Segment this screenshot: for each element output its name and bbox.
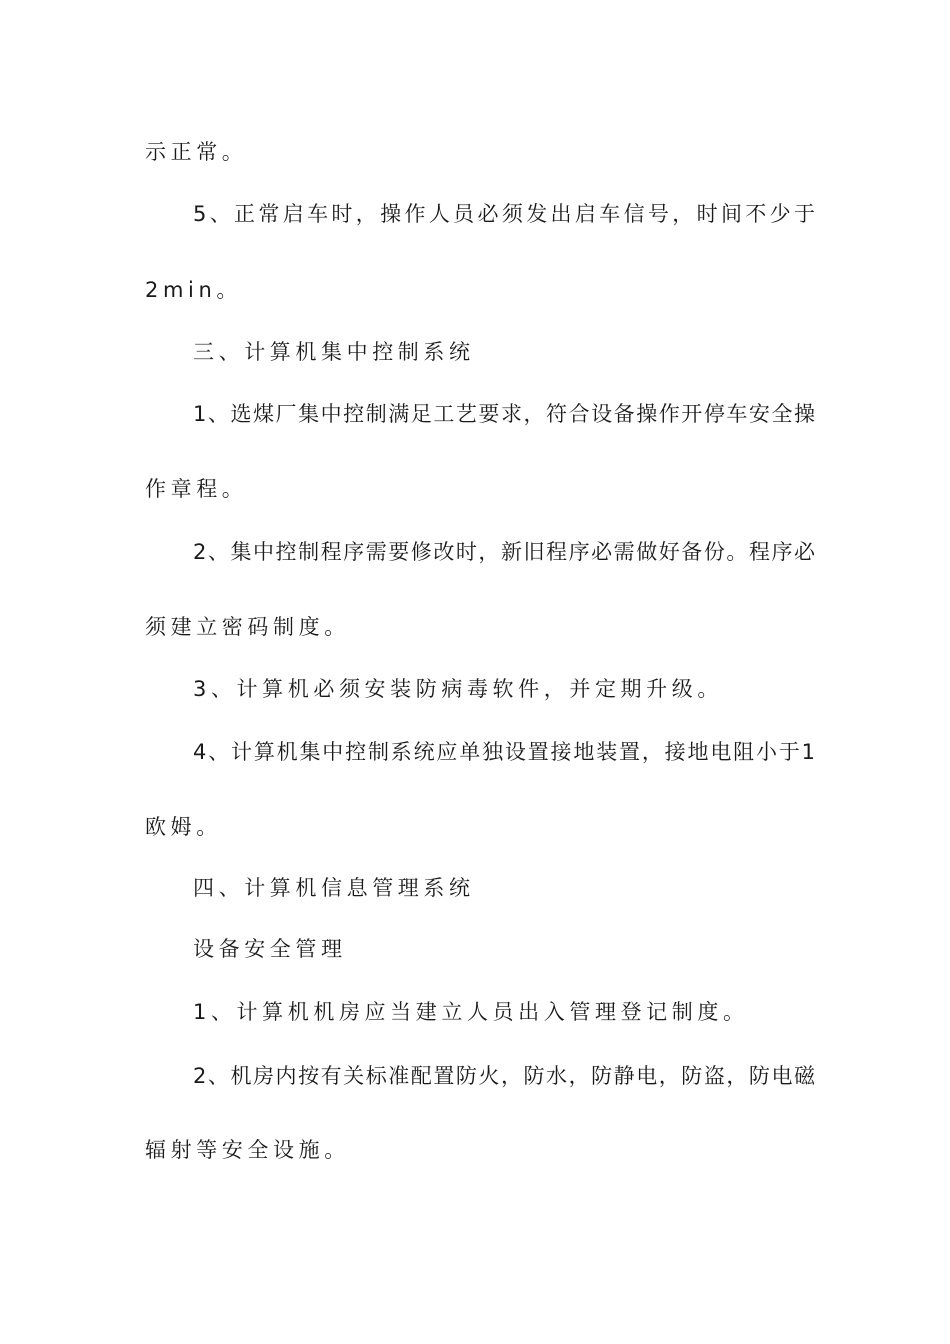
paragraph-line: 欧姆。 xyxy=(145,815,222,839)
paragraph-line: 3、计算机必须安装防病毒软件，并定期升级。 xyxy=(193,677,723,701)
paragraph-line: 1、选煤厂集中控制满足工艺要求，符合设备操作开停车安全操 xyxy=(193,402,815,426)
paragraph-line: 2、集中控制程序需要修改时，新旧程序必需做好备份。程序必 xyxy=(193,540,815,564)
paragraph-line: 4、计算机集中控制系统应单独设置接地装置，接地电阻小于1 xyxy=(193,740,815,764)
paragraph-line: 5、正常启车时，操作人员必须发出启车信号，时间不少于 xyxy=(193,202,815,226)
paragraph-line: 2min。 xyxy=(145,278,242,302)
paragraph-line: 1、计算机机房应当建立人员出入管理登记制度。 xyxy=(193,1000,749,1024)
section-heading: 三、计算机集中控制系统 xyxy=(193,340,475,364)
paragraph-line: 须建立密码制度。 xyxy=(145,615,350,639)
paragraph-line: 作章程。 xyxy=(145,477,248,501)
paragraph-line: 示正常。 xyxy=(145,140,248,164)
paragraph-line: 辐射等安全设施。 xyxy=(145,1138,350,1162)
paragraph-line: 2、机房内按有关标准配置防火，防水，防静电，防盗，防电磁 xyxy=(193,1064,815,1088)
subsection-heading: 设备安全管理 xyxy=(193,937,347,961)
section-heading: 四、计算机信息管理系统 xyxy=(193,876,475,900)
